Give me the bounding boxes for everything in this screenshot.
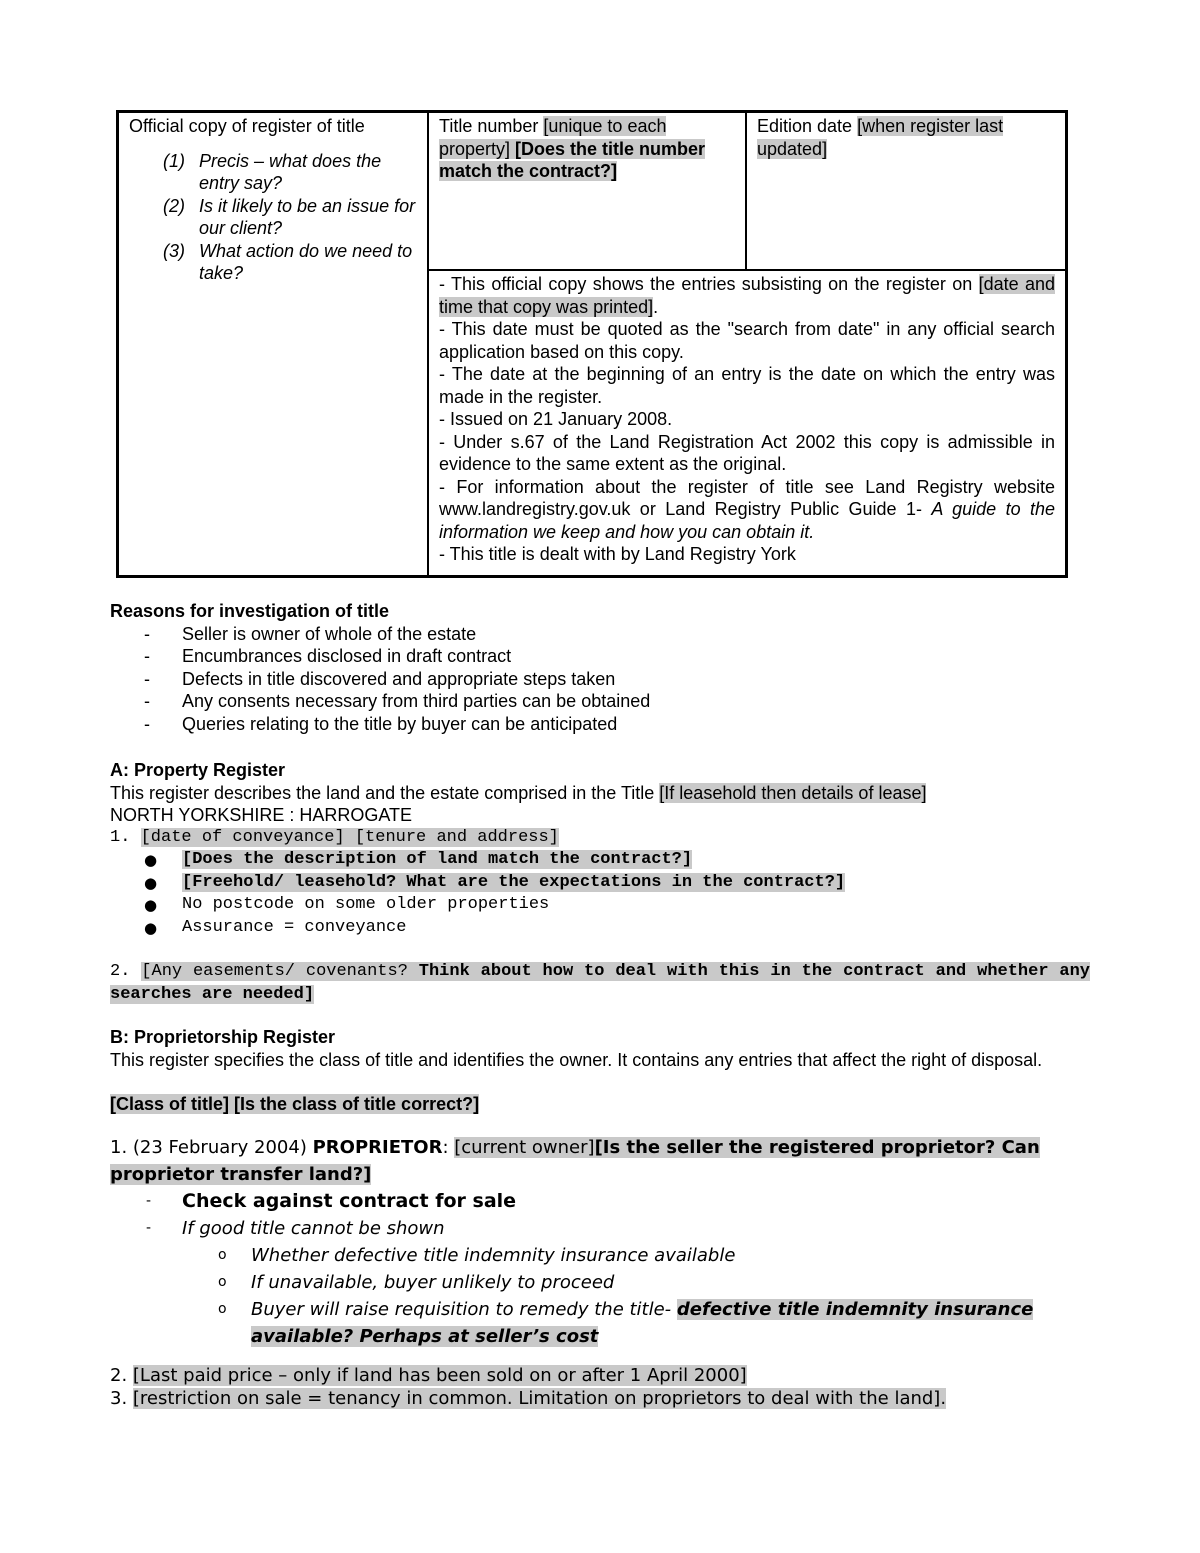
property-bullet-list [110,849,1090,939]
list-item: - Encumbrances disclosed in draft contract [110,645,1090,668]
list-item: ● No postcode on some older properties [110,894,1090,917]
class-of-title-line: [Class of title] [Is the class of title correct?] [110,1094,480,1114]
list-item: ● [Does the description of land match the contract?] [110,849,1090,872]
question-item: (1) Precis – what does the entry say? [163,150,382,193]
edition-date-label: Edition date [757,116,858,136]
document-page [110,110,1090,1410]
list-item: - Any consents necessary from third parties can be obtained [110,690,1090,713]
note-line: - Issued on 21 January 2008. [439,409,673,429]
property-location: NORTH YORKSHIRE : HARROGATE [110,805,413,825]
table-cell-title-number [429,113,747,269]
title-number-note: [unique to each property] [439,116,667,159]
proprietorship-description: This register specifies the class of title and identifies the owner. It contains any entries that affect the right of disposal. [110,1049,1043,1070]
reasons-list [110,623,1090,736]
proprietorship-heading: B: Proprietorship Register [110,1027,336,1047]
note-line: - This date must be quoted as the "search from date" in any official search application based on this copy. [439,319,1055,362]
note-line: - Under s.67 of the Land Registration Act 2002 this copy is admissible in evidence to the same extent as the original. [439,431,1055,474]
reasons-heading: Reasons for investigation of title [110,601,390,621]
note-line: - This title is dealt with by Land Registry York [439,544,796,564]
question-item: (2) Is it likely to be an issue for our client? [163,195,416,238]
property-entry-2: 2. [Any easements/ covenants? Think about how to deal with this in the contract and whether any searches are needed] [110,962,1091,1004]
title-number-label: Title number [439,116,544,136]
list-item: - Queries relating to the title by buyer can be anticipated [110,713,1090,736]
list-item: ● [Freehold/ leasehold? What are the expectations in the contract?] [110,872,1090,895]
property-heading: A: Property Register [110,760,286,780]
property-register-section [110,759,1090,1006]
table-cell-edition-date [747,113,1065,269]
edition-date-note: [when register last updated] [757,116,1004,159]
proprietor-entry-3: 3. [restriction on sale = tenancy in common. Limitation on proprietors to deal with the land]. [110,1387,947,1409]
list-item: - Defects in title discovered and appropriate steps taken [110,668,1090,691]
note-line: - The date at the beginning of an entry is the date on which the entry was made in the register. [439,364,1055,407]
list-item: - If good title cannot be shown [146,1217,445,1239]
reasons-section [110,600,1090,735]
proprietor-entry-1: 1. (23 February 2004) PROPRIETOR: [current owner][Is the seller the registered proprietor? Can proprietor transfer land?] [110,1136,1040,1185]
note-line: - For information about the register of title see Land Registry website www.landregistry.gov.uk or Land Registry Public Guide 1- A guide to the information we keep and how you can obtain it. [439,476,1056,542]
list-item: - Check against contract for sale [146,1189,517,1212]
proprietor-entry-2: 2. [Last paid price – only if land has been sold on or after 1 April 2000] [110,1364,747,1386]
list-item: o If unavailable, buyer unlikely to proceed [218,1271,615,1293]
list-item: o Whether defective title indemnity insurance available [218,1244,736,1266]
question-item: (3) What action do we need to take? [163,240,413,283]
register-table [116,110,1068,578]
list-item: ● Assurance = conveyance [110,917,1090,940]
property-entry-1: 1. [date of conveyance] [tenure and address] [110,827,559,847]
note-line: - This official copy shows the entries subsisting on the register on [date and time that copy was printed]. [439,274,1055,317]
proprietor-options-list [110,1242,1090,1350]
register-heading: Official copy of register of title [129,116,365,136]
proprietor-sub-list [110,1188,1090,1242]
proprietorship-register-section [110,1026,1090,1410]
table-cell-register-info [119,113,429,575]
question-list [129,150,417,285]
title-number-question: [Does the title number match the contract?] [439,138,706,181]
table-cell-notes [429,269,1065,575]
list-item: - Seller is owner of whole of the estate [110,623,1090,646]
property-description: This register describes the land and the estate comprised in the Title [If leasehold then details of lease] [110,782,927,803]
list-item: o Buyer will raise requisition to remedy the title- defective title indemnity insurance available? Perhaps at seller’s cost [218,1298,1034,1347]
